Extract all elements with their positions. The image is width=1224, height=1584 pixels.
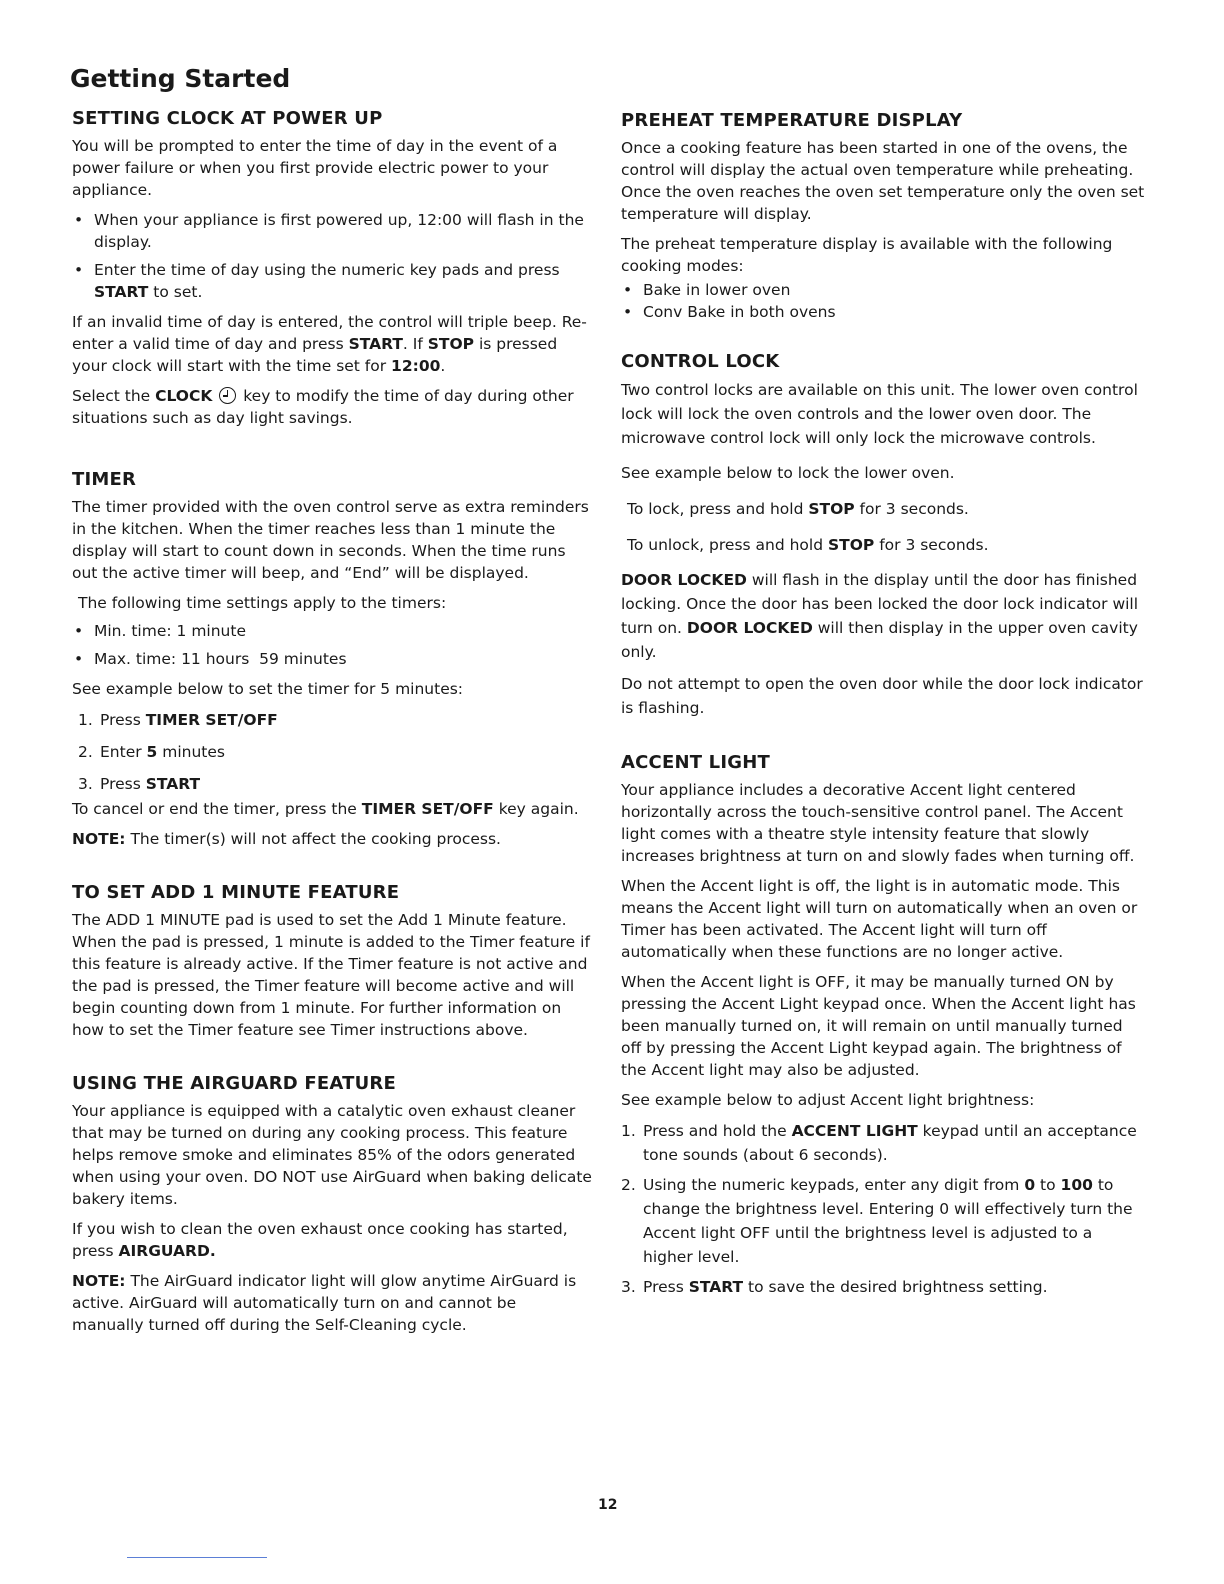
control-lock-unlock-step: To unlock, press and hold STOP for 3 seconds. (627, 536, 989, 554)
list-item: 3. Press START to save the desired brightness setting. (621, 1278, 1048, 1296)
accent-light-steps (621, 1119, 1146, 1299)
list-item: • Bake in lower oven (621, 279, 1146, 301)
clock-select-text: Select the CLOCK key to modify the time of day during other situations such as day light savings. (72, 387, 574, 427)
page-title: Getting Started (70, 64, 291, 93)
clock-bullets (72, 209, 592, 303)
control-lock-section (621, 351, 1146, 720)
control-lock-warning: Do not attempt to open the oven door while the door lock indicator is flashing. (621, 675, 1143, 717)
timer-cancel-text: To cancel or end the timer, press the TIMER SET/OFF key again. (72, 800, 579, 818)
preheat-intro: Once a cooking feature has been started in one of the ovens, the control will display the actual oven temperature while preheating. Once the oven reaches the oven set temperature only the oven set temperature will display. (621, 139, 1145, 223)
list-item: 2. Using the numeric keypads, enter any digit from 0 to 100 to change the brightness level. Entering 0 will effectively turn the Accent light OFF until the brightness level is adjusted to a higher level. (621, 1176, 1133, 1266)
timer-settings-list (72, 620, 592, 670)
accent-light-section (621, 752, 1146, 1299)
timer-heading: TIMER (72, 469, 137, 490)
airguard-section (72, 1073, 592, 1336)
timer-steps (72, 708, 592, 796)
list-item: • Max. time: 11 hours 59 minutes (72, 648, 592, 670)
page-number: 12 (598, 1497, 618, 1513)
control-lock-lock-step: To lock, press and hold STOP for 3 seconds. (627, 500, 969, 518)
add-minute-heading: TO SET ADD 1 MINUTE FEATURE (72, 882, 400, 903)
preheat-modes-list (621, 279, 1146, 323)
airguard-clean-text: If you wish to clean the oven exhaust once cooking has started, press AIRGUARD. (72, 1220, 568, 1260)
clock-icon (219, 387, 236, 404)
list-item: 3. Press START (78, 775, 201, 793)
list-item: • Enter the time of day using the numeric key pads and press START to set. (72, 259, 592, 303)
list-item: 1. Press TIMER SET/OFF (78, 711, 278, 729)
list-item: • When your appliance is first powered up, 12:00 will flash in the display. (72, 209, 592, 253)
right-column (621, 110, 1146, 1307)
clock-invalid-text: If an invalid time of day is entered, the control will triple beep. Re-enter a valid time of day and press START. If STOP is pressed your clock will start with the time set for 12:00. (72, 313, 587, 375)
accent-light-heading: ACCENT LIGHT (621, 752, 770, 773)
airguard-intro: Your appliance is equipped with a catalytic oven exhaust cleaner that may be turned on during any cooking process. This feature helps remove smoke and eliminates 85% of the odors generated when using your oven. DO NOT use AirGuard when baking delicate bakery items. (72, 1102, 592, 1208)
clock-heading: SETTING CLOCK AT POWER UP (72, 108, 383, 129)
add-minute-section (72, 882, 592, 1041)
control-lock-door-text: DOOR LOCKED will flash in the display until the door has finished locking. Once the door has been locked the door lock indicator will turn on. DOOR LOCKED will then display in the upper oven cavity only. (621, 571, 1139, 661)
add-minute-text: The ADD 1 MINUTE pad is used to set the Add 1 Minute feature. When the pad is pressed, 1 minute is added to the Timer feature if this feature is already active. If the Timer feature is not active and the pad is pressed, the Timer feature will become active and will begin counting down from 1 minute. For further information on how to set the Timer feature see Timer instructions above. (72, 911, 590, 1039)
list-item: • Conv Bake in both ovens (621, 301, 1146, 323)
control-lock-intro: Two control locks are available on this unit. The lower oven control lock will lock the oven controls and the lower oven door. The microwave control lock will only lock the microwave controls. (621, 381, 1138, 447)
airguard-note: NOTE: The AirGuard indicator light will glow anytime AirGuard is active. AirGuard will automatically turn on and cannot be manually turned off during the Self-Cleaning cycle. (72, 1272, 577, 1334)
clock-section (72, 108, 592, 429)
left-column (72, 108, 592, 1344)
accent-light-intro: Your appliance includes a decorative Accent light centered horizontally across the touch-sensitive control panel. The Accent light comes with a theatre style intensity feature that slowly increases brightness at turn on and slowly fades when turning off. (621, 781, 1135, 865)
list-item: 1. Press and hold the ACCENT LIGHT keypad until an acceptance tone sounds (about 6 seconds). (621, 1122, 1137, 1164)
control-lock-example: See example below to lock the lower oven. (621, 464, 955, 482)
timer-example-intro: See example below to set the timer for 5 minutes: (72, 680, 464, 698)
footer-rule (127, 1557, 267, 1558)
timer-section (72, 469, 592, 850)
timer-note: NOTE: The timer(s) will not affect the cooking process. (72, 830, 501, 848)
airguard-heading: USING THE AIRGUARD FEATURE (72, 1073, 396, 1094)
control-lock-heading: CONTROL LOCK (621, 351, 780, 372)
preheat-heading: PREHEAT TEMPERATURE DISPLAY (621, 110, 963, 131)
accent-light-manual: When the Accent light is OFF, it may be manually turned ON by pressing the Accent Light keypad once. When the Accent light has been manually turned on, it will remain on until manually turned off by pressing the Accent Light keypad again. The brightness of the Accent light may also be adjusted. (621, 973, 1136, 1079)
preheat-modes-intro: The preheat temperature display is available with the following cooking modes: (621, 235, 1113, 275)
preheat-section (621, 110, 1146, 323)
list-item: 2. Enter 5 minutes (78, 743, 225, 761)
accent-light-example: See example below to adjust Accent light brightness: (621, 1091, 1035, 1109)
timer-settings-intro: The following time settings apply to the timers: (78, 594, 447, 612)
clock-intro: You will be prompted to enter the time of day in the event of a power failure or when you first provide electric power to your appliance. (72, 137, 558, 199)
timer-intro: The timer provided with the oven control serve as extra reminders in the kitchen. When the timer reaches less than 1 minute the display will start to count down in seconds. When the time runs out the active timer will beep, and “End” will be displayed. (72, 498, 589, 582)
accent-light-auto: When the Accent light is off, the light is in automatic mode. This means the Accent light will turn on automatically when an oven or Timer has been activated. The Accent light will turn off automatically when these functions are no longer active. (621, 877, 1138, 961)
list-item: • Min. time: 1 minute (72, 620, 592, 642)
